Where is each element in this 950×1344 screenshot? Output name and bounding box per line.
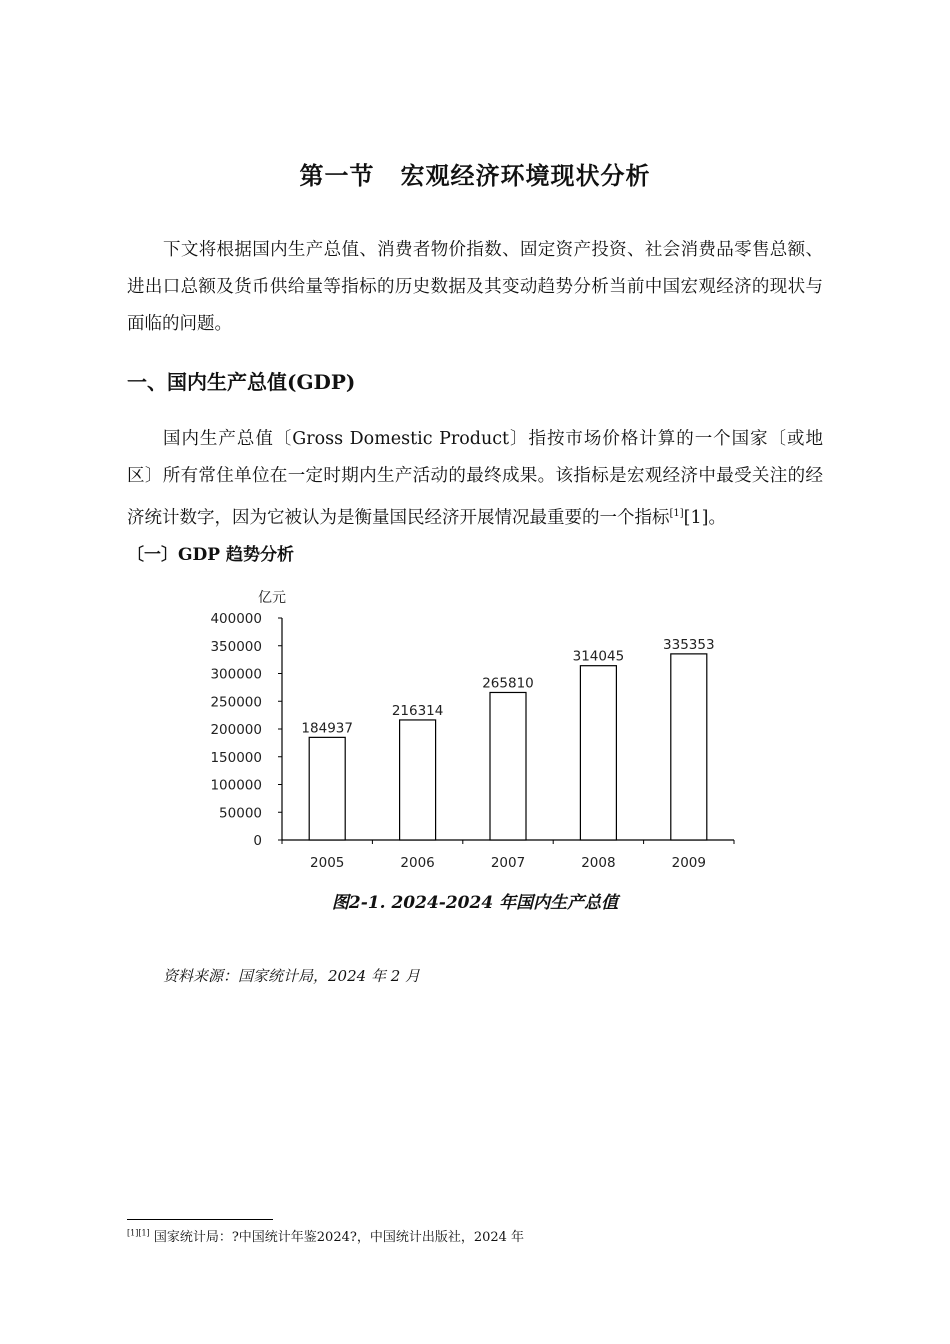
gdp-definition-paragraph bbox=[127, 421, 823, 537]
x-tick-label: 2009 bbox=[671, 855, 706, 871]
bar-value-label: 216314 bbox=[391, 702, 444, 719]
footnote-divider bbox=[127, 1219, 273, 1220]
y-tick-label: 250000 bbox=[210, 694, 262, 711]
bar bbox=[309, 737, 345, 840]
source-note: 资料来源：国家统计局，2024 年 2 月 bbox=[163, 967, 421, 985]
y-tick-label: 50000 bbox=[219, 805, 262, 822]
bar-value-label: 335353 bbox=[663, 636, 715, 653]
gdp-bar-chart bbox=[200, 582, 760, 882]
heading-gdp: 一、国内生产总值(GDP) bbox=[127, 370, 356, 394]
x-tick-label: 2005 bbox=[310, 855, 345, 871]
bar-value-label: 184937 bbox=[301, 720, 353, 737]
bar bbox=[580, 666, 616, 840]
y-tick-label: 0 bbox=[253, 833, 262, 849]
footnote bbox=[127, 1226, 524, 1245]
y-tick-label: 400000 bbox=[210, 611, 262, 627]
bar-value-label: 265810 bbox=[482, 675, 534, 692]
intro-paragraph: 下文将根据国内生产总值、消费者物价指数、固定资产投资、社会消费品零售总额、进出口总额及货币供给量等指标的历史数据及其变动趋势分析当前中国宏观经济的现状与面临的问题。 bbox=[127, 240, 823, 334]
x-tick-label: 2008 bbox=[581, 855, 616, 871]
figure-caption: 图2-1. 2024-2024 年国内生产总值 bbox=[331, 893, 619, 913]
y-tick-label: 150000 bbox=[210, 749, 262, 766]
y-tick-label: 100000 bbox=[210, 777, 262, 794]
footnote-text: 国家统计局：?中国统计年鉴2024?，中国统计出版社，2024 年 bbox=[153, 1230, 525, 1245]
section-name: 宏观经济环境现状分析 bbox=[400, 161, 651, 190]
x-tick-label: 2006 bbox=[400, 855, 435, 871]
y-tick-label: 200000 bbox=[210, 722, 262, 738]
bar bbox=[400, 720, 436, 840]
y-tick-label: 300000 bbox=[210, 666, 262, 683]
footnote-reference[interactable]: [1] bbox=[669, 508, 684, 519]
y-axis-unit-label: 亿元 bbox=[258, 590, 286, 606]
section-number: 第一节 bbox=[299, 161, 375, 190]
bar bbox=[490, 692, 526, 840]
bar-value-label: 314045 bbox=[572, 648, 625, 665]
citation-reference: [1]。 bbox=[683, 507, 726, 528]
footnote-marker: [1][1] bbox=[127, 1228, 150, 1238]
heading-gdp-trend: 〔一〕GDP 趋势分析 bbox=[127, 545, 294, 565]
y-tick-label: 350000 bbox=[210, 638, 262, 655]
gdp-paragraph-text: 国内生产总值〔Gross Domestic Product〕指按市场价格计算的一个国家〔或地区〕所有常住单位在一定时期内生产活动的最终成果。该指标是宏观经济中最受关注的经济统计数字，因为它被认为是衡量国民经济开展情况最重要的一个指标 bbox=[127, 429, 823, 528]
bar bbox=[671, 654, 707, 840]
x-tick-label: 2007 bbox=[490, 855, 526, 871]
section-title bbox=[0, 156, 950, 191]
